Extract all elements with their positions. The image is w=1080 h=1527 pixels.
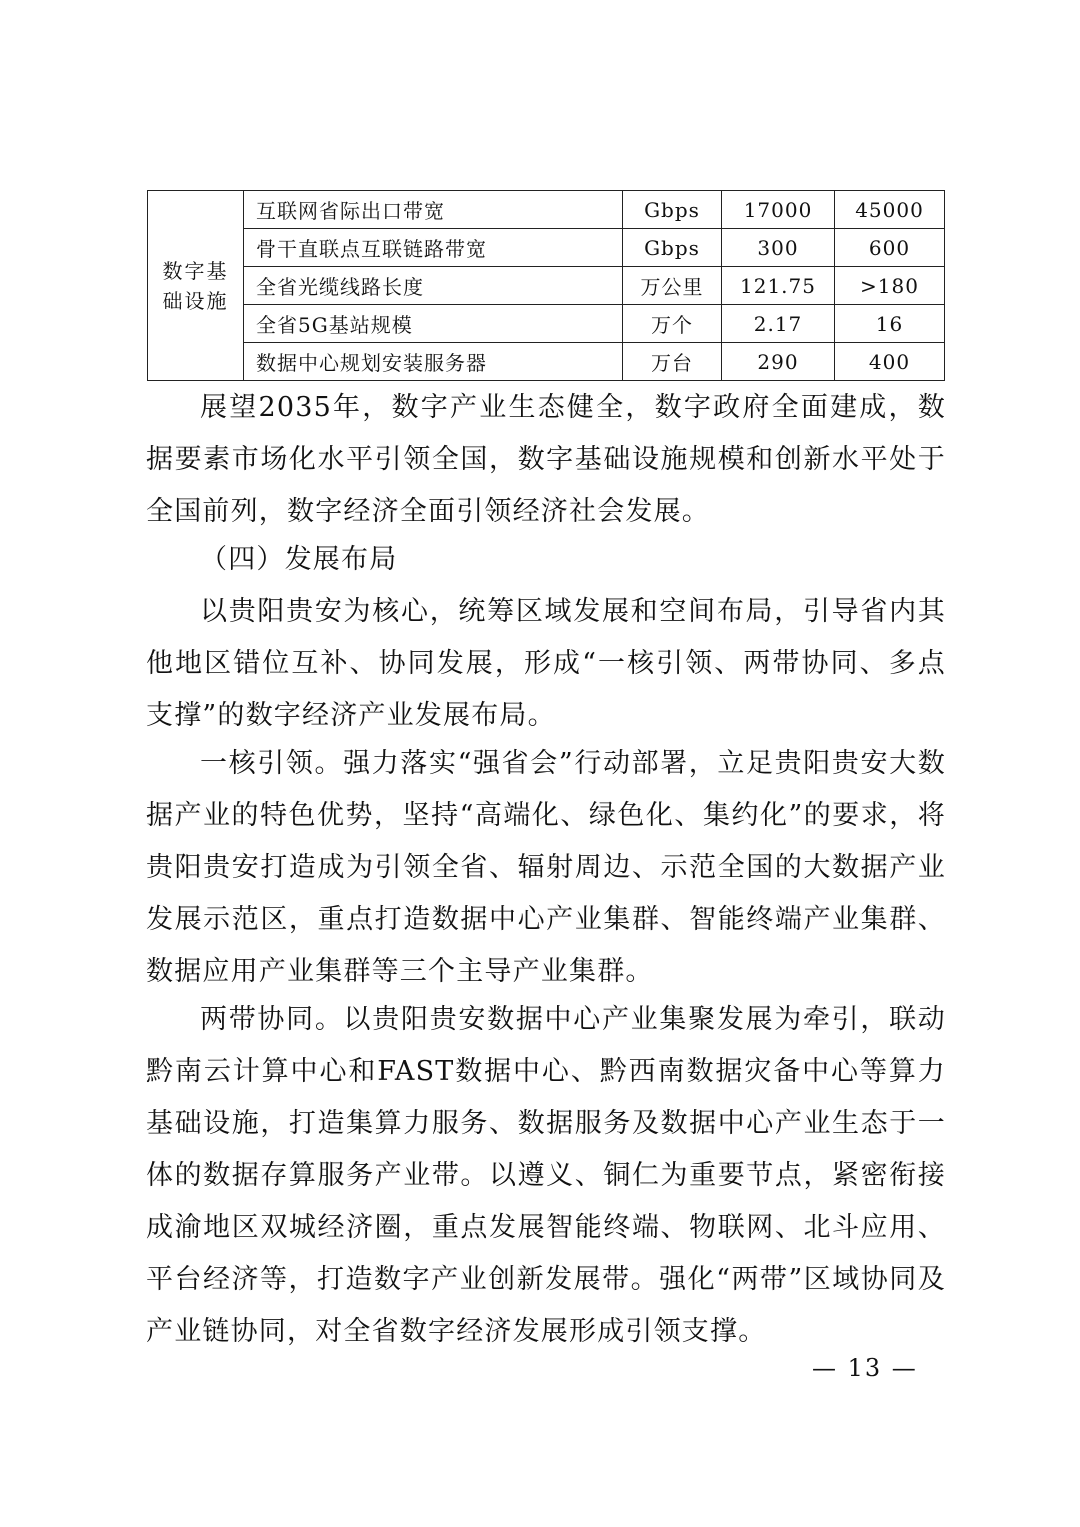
paragraph-two-belts: 两带协同。以贵阳贵安数据中心产业集聚发展为牵引，联动黔南云计算中心和FAST数据中心、黔西南数据灾备中心等算力基础设施，打造集算力服务、数据服务及数据中心产业生态于一体的数据存算服务产业带。以遵义、铜仁为重要节点，紧密衔接成渝地区双城经济圈，重点发展智能终端、物联网、北斗应用、平台经济等，打造数字产业创新发展带。强化“两带”区域协同及产业链协同，对全省数字经济发展形成引领支撑。	[146, 1004, 946, 1347]
table-row	[148, 343, 945, 381]
indicator-name: 数据中心规划安装服务器	[244, 343, 623, 381]
indicator-name: 互联网省际出口带宽	[244, 191, 623, 229]
indicator-value-current: 17000	[722, 191, 835, 229]
table-row	[148, 191, 945, 229]
category-label-line1: 数字基	[162, 258, 229, 283]
indicator-value-current: 290	[722, 343, 835, 381]
indicator-value-current: 121.75	[722, 267, 835, 305]
indicator-name: 全省5G基站规模	[244, 305, 623, 343]
indicator-value-target: 16	[835, 305, 945, 343]
indicator-value-target: 600	[835, 229, 945, 267]
category-cell	[148, 191, 244, 381]
indicator-value-current: 2.17	[722, 305, 835, 343]
indicator-unit: 万个	[623, 305, 722, 343]
indicator-value-current: 300	[722, 229, 835, 267]
paragraph-one-core: 一核引领。强力落实“强省会”行动部署，立足贵阳贵安大数据产业的特色优势，坚持“高端化、绿色化、集约化”的要求，将贵阳贵安打造成为引领全省、辐射周边、示范全国的大数据产业发展示范区，重点打造数据中心产业集群、智能终端产业集群、数据应用产业集群等三个主导产业集群。	[146, 748, 946, 987]
indicator-name: 全省光缆线路长度	[244, 267, 623, 305]
indicator-value-target: >180	[835, 267, 945, 305]
indicator-table	[147, 190, 945, 381]
indicator-unit: Gbps	[623, 229, 722, 267]
indicator-unit: Gbps	[623, 191, 722, 229]
page-number: — 13 —	[812, 1354, 918, 1382]
indicator-unit: 万台	[623, 343, 722, 381]
table-row	[148, 229, 945, 267]
indicator-name: 骨干直联点互联链路带宽	[244, 229, 623, 267]
table-row	[148, 267, 945, 305]
category-label-line2: 础设施	[162, 288, 229, 313]
indicator-value-target: 45000	[835, 191, 945, 229]
section-heading: （四）发展布局	[200, 544, 398, 575]
indicator-unit: 万公里	[623, 267, 722, 305]
paragraph-layout-overview: 以贵阳贵安为核心，统筹区域发展和空间布局，引导省内其他地区错位互补、协同发展，形成“一核引领、两带协同、多点支撑”的数字经济产业发展布局。	[146, 596, 946, 731]
paragraph-outlook-2035: 展望2035年，数字产业生态健全，数字政府全面建成，数据要素市场化水平引领全国，数字基础设施规模和创新水平处于全国前列，数字经济全面引领经济社会发展。	[146, 392, 946, 527]
indicator-value-target: 400	[835, 343, 945, 381]
table-row	[148, 305, 945, 343]
